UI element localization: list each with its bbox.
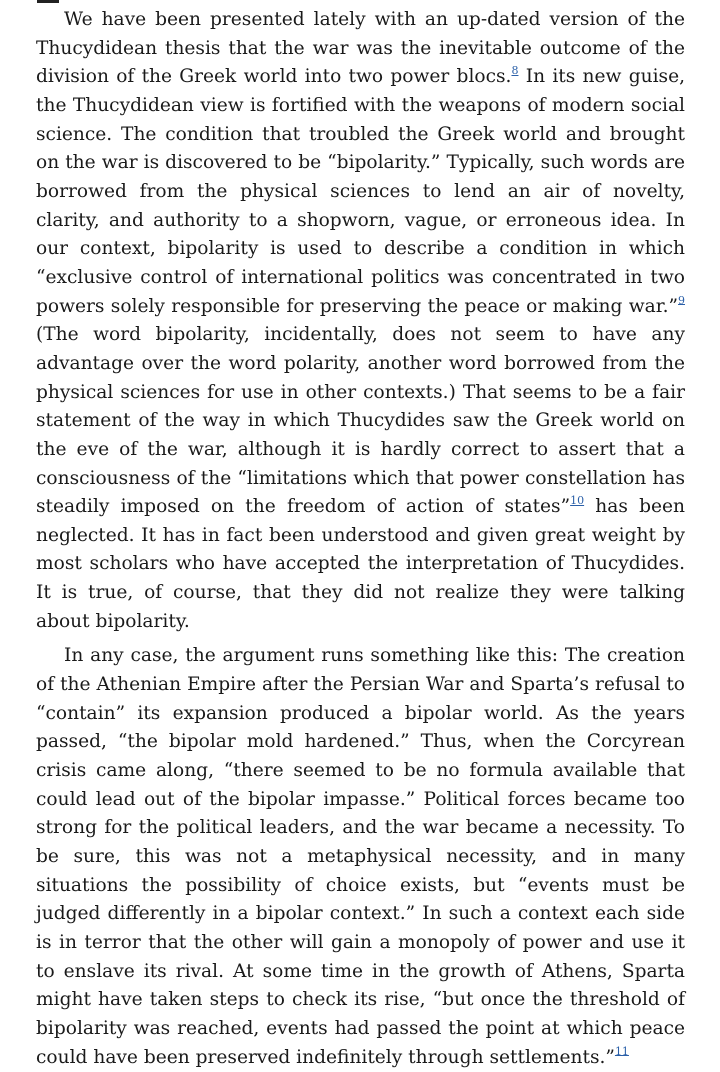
footnote-link-10[interactable]: 10 xyxy=(570,493,585,507)
text-run: (The word bipolarity, incidentally, does not seem to have any advantage over the word polarity, another word borrowed from the physical sciences for use in other contexts.) That seems to be a fair statement of the way in which Thucydides saw the Greek world on the eve of the war, although it is hardly correct to assert that a consciousness of the “limitations which that power constellation has steadily imposed on the freedom of action of states” xyxy=(36,324,685,518)
footnote-link-9[interactable]: 9 xyxy=(678,293,685,307)
footnote-link-8[interactable]: 8 xyxy=(511,64,519,78)
text-run: In any case, the argument runs something like this: The creation of the Athenian Empire after the Persian War and Sparta’s refusal to “contain” its expansion produced a bipolar world. As the years passed, “the bipolar mold hardened.” Thus, when the Corcyrean crisis came along, “there seemed to be no formula available that could lead out of the bipolar impasse.” Political forces became too strong for the political leaders, and the war became a necessity. To be sure, this was not a metaphysical necessity, and in many situations the possibility of choice exists, but “events must be judged differently in a bipolar context.” In such a context each side is in terror that the other will gain a monopoly of power and use it to enslave its rival. At some time in the growth of Athens, Sparta might have taken steps to check its rise, “but once the threshold of bipolarity was reached, events had passed the point at which peace could have been preserved indefinitely through settlements.” xyxy=(36,645,685,1068)
text-run: We have been presented lately with an up-dated version of the Thucydidean thesis that the war was the inevitable outcome of the division of the Greek world into two power blocs. xyxy=(36,9,685,88)
footnote-link-11[interactable]: 11 xyxy=(614,1044,629,1058)
paragraph-1 xyxy=(36,6,685,636)
page-body xyxy=(36,6,685,1072)
text-run: has been neglected. It has in fact been understood and given great weight by most scholars who have accepted the interpretation of Thucydides. It is true, of course, that they did not realize they were talking about bipolarity. xyxy=(36,496,685,632)
text-run: In its new guise, the Thucydidean view is fortified with the weapons of modern social science. The condition that troubled the Greek world and brought on the war is discovered to be “bipolarity.” Typically, such words are borrowed from the physical sciences to lend an air of novelty, clarity, and authority to a shopworn, vague, or erroneous idea. In our context, bipolarity is used to describe a condition in which “exclusive control of international politics was concentrated in two powers solely responsible for preserving the peace or making war.” xyxy=(36,66,685,317)
paragraph-2 xyxy=(36,642,685,1072)
top-rule xyxy=(37,0,59,3)
